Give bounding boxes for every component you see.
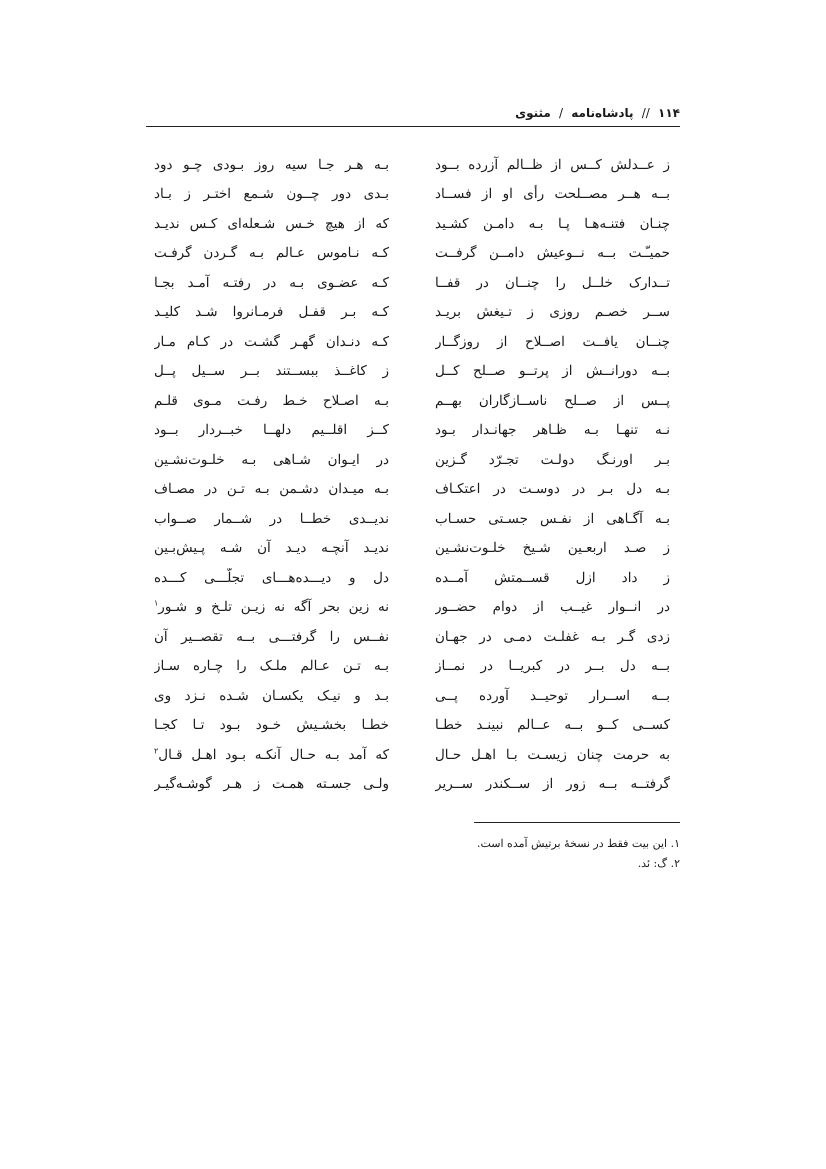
- hemistich-text: ز کاغــذ ببســتند بــر ســیل پــل: [154, 363, 389, 380]
- header-slash: /: [559, 106, 564, 120]
- verse-line: [146, 504, 680, 534]
- running-header: [146, 104, 680, 122]
- first-hemistich: [435, 656, 670, 676]
- first-hemistich: [435, 155, 670, 175]
- second-hemistich: [154, 155, 389, 175]
- hemistich-text: بـه تـن عـالم ملـک را چـاره سـاز: [154, 658, 389, 675]
- footnote-number: ۲.: [670, 857, 680, 870]
- hemistich-text: کســی کــو بــه عــالم نبینـد خطـا: [435, 717, 670, 734]
- second-hemistich: [154, 538, 389, 558]
- second-hemistich: [154, 214, 389, 234]
- hemistich-text: ســر خصـم روزی ز تـیغش بریـد: [435, 304, 670, 321]
- first-hemistich: [435, 774, 670, 794]
- verse-line: [146, 239, 680, 269]
- verse-line: [146, 622, 680, 652]
- book-title: پادشاه‌نامه: [571, 106, 634, 120]
- first-hemistich: [435, 597, 670, 617]
- second-hemistich: [154, 391, 389, 411]
- footnote-text: گ: ئد.: [637, 857, 668, 870]
- second-hemistich: [154, 184, 389, 204]
- hemistich-text: کـه دنـدان گهـر گشـت در کـام مـار: [154, 333, 389, 350]
- second-hemistich: [154, 302, 389, 322]
- first-hemistich: [435, 745, 670, 765]
- first-hemistich: [435, 391, 670, 411]
- verse-line: [146, 593, 680, 623]
- hemistich-text: به حرمت چنان زیسـت بـا اهـل حـال: [435, 746, 670, 763]
- verse-line: [146, 386, 680, 416]
- second-hemistich: [154, 332, 389, 352]
- poem-body: [146, 150, 680, 799]
- footnotes: [146, 834, 680, 874]
- second-hemistich: [154, 273, 389, 293]
- second-hemistich: [154, 420, 389, 440]
- first-hemistich: [435, 332, 670, 352]
- hemistich-text: کــز اقلــیم دلهــا خبــردار بــود: [154, 422, 389, 439]
- footnote-marker: ۱: [154, 598, 159, 608]
- second-hemistich: [154, 568, 389, 588]
- verse-line: [146, 652, 680, 682]
- hemistich-text: بـد و نیـک یکسـان شـده نـزد وی: [154, 687, 389, 704]
- first-hemistich: [435, 568, 670, 588]
- header-rule: [146, 126, 680, 127]
- verse-line: [146, 416, 680, 446]
- verse-line: [146, 357, 680, 387]
- verse-line: [146, 563, 680, 593]
- verse-line: [146, 740, 680, 770]
- hemistich-text: بـه آگـاهی از نفـس جسـتی حسـاب: [435, 510, 670, 527]
- hemistich-text: چنــان یافــت اصــلاح از روزگــار: [435, 333, 670, 350]
- first-hemistich: [435, 361, 670, 381]
- hemistich-text: کـه عضـوی بـه در رفتـه آمـد بجـا: [154, 274, 389, 291]
- verse-line: [146, 268, 680, 298]
- second-hemistich: [154, 479, 389, 499]
- hemistich-text: نه زین بحر آگه نه زیـن تلـخ و شـور: [158, 599, 389, 616]
- verse-line: [146, 770, 680, 800]
- second-hemistich: [154, 627, 389, 647]
- hemistich-text: بـدی دور چــون شـمع اختـر ز بـاد: [154, 186, 389, 203]
- second-hemistich: [154, 450, 389, 470]
- second-hemistich: [154, 656, 389, 676]
- header-separator: //: [641, 106, 650, 120]
- footnote: [146, 834, 680, 854]
- hemistich-text: پــس از صــلح ناســازگاران بهــم: [435, 392, 670, 409]
- second-hemistich: [154, 361, 389, 381]
- hemistich-text: بـه دل بـر در دوسـت در اعتکـاف: [435, 481, 670, 498]
- second-hemistich: [154, 774, 389, 794]
- page-number: ۱۱۴: [658, 106, 680, 120]
- hemistich-text: در ایـوان شـاهی بـه خلـوت‌نشـین: [154, 451, 389, 468]
- hemistich-text: بــه اســرار توحیــد آورده پــی: [435, 687, 670, 704]
- verse-line: [146, 681, 680, 711]
- hemistich-text: ولـی جسـته همـت ز هـر گوشـه‌گیـر: [154, 776, 389, 793]
- first-hemistich: [435, 627, 670, 647]
- hemistich-text: گرفتــه بــه زور از ســکندر ســریر: [435, 776, 670, 793]
- first-hemistich: [435, 243, 670, 263]
- first-hemistich: [435, 509, 670, 529]
- footnote: [146, 854, 680, 874]
- hemistich-text: چنـان فتنـه‌هـا پـا بـه دامـن کشـید: [435, 215, 670, 232]
- hemistich-text: حمیـّـت بــه نــوعیش دامــن گرفــت: [435, 245, 670, 262]
- second-hemistich: [154, 745, 389, 765]
- first-hemistich: [435, 450, 670, 470]
- verse-line: [146, 327, 680, 357]
- hemistich-text: کـه بـر قفـل فرمـانروا شـد کلیـد: [154, 304, 389, 321]
- hemistich-text: بـه اصـلاح خـط رفـت مـوی قلـم: [154, 392, 389, 409]
- hemistich-text: زدی گـر بـه غفلـت دمـی در جهـان: [435, 628, 670, 645]
- verse-line: [146, 150, 680, 180]
- hemistich-text: که از هیچ خـس شـعله‌ای کـس ندیـد: [154, 215, 389, 232]
- footnote-rule: [474, 822, 680, 823]
- hemistich-text: خطـا بخشـیش خـود بـود تـا کجـا: [154, 717, 389, 734]
- second-hemistich: [154, 597, 389, 617]
- hemistich-text: بـه میـدان دشـمن بـه تـن در مصـاف: [154, 481, 389, 498]
- first-hemistich: [435, 686, 670, 706]
- footnote-text: این بیت فقط در نسخهٔ برتیش آمده است.: [476, 837, 668, 850]
- first-hemistich: [435, 273, 670, 293]
- second-hemistich: [154, 243, 389, 263]
- first-hemistich: [435, 214, 670, 234]
- second-hemistich: [154, 715, 389, 735]
- hemistich-text: ندیــدی خطــا در شــمار صــواب: [154, 510, 389, 527]
- hemistich-text: که آمد بـه حـال آنکـه بـود اهـل قـال: [158, 746, 389, 763]
- hemistich-text: در انــوار غیــب از دوام حضــور: [435, 599, 670, 616]
- hemistich-text: ز عــدلش کــس از ظــالم آزرده بــود: [435, 156, 670, 173]
- second-hemistich: [154, 509, 389, 529]
- first-hemistich: [435, 538, 670, 558]
- hemistich-text: نفــس را گرفتـــی بــه تقصــیر آن: [154, 628, 389, 645]
- hemistich-text: کـه نـاموس عـالم بـه گـردن گرفـت: [154, 245, 389, 262]
- hemistich-text: بـر اورنـگ دولـت تجـرّد گـزین: [435, 451, 670, 468]
- verse-line: [146, 534, 680, 564]
- footnote-number: ۱.: [670, 837, 680, 850]
- verse-line: [146, 180, 680, 210]
- hemistich-text: بــه دورانــش از پرتــو صــلح کــل: [435, 363, 670, 380]
- section-title: مثنوی: [515, 106, 551, 120]
- verse-line: [146, 298, 680, 328]
- hemistich-text: ز داد ازل قســمتش آمــده: [435, 569, 670, 586]
- first-hemistich: [435, 715, 670, 735]
- verse-line: [146, 711, 680, 741]
- footnote-marker: ۲: [154, 746, 159, 756]
- first-hemistich: [435, 420, 670, 440]
- first-hemistich: [435, 479, 670, 499]
- hemistich-text: بـه هـر جـا سیه روز بـودی چـو دود: [154, 156, 389, 173]
- first-hemistich: [435, 184, 670, 204]
- first-hemistich: [435, 302, 670, 322]
- verse-line: [146, 445, 680, 475]
- verse-line: [146, 209, 680, 239]
- verse-line: [146, 475, 680, 505]
- hemistich-text: تــدارک خلــل را چنــان در قفــا: [435, 274, 670, 291]
- hemistich-text: دل و دیـــده‌هـــای تجلّـــی کـــده: [154, 569, 389, 586]
- hemistich-text: نـه تنهـا بـه ظـاهر جهانـدار بـود: [435, 422, 670, 439]
- hemistich-text: بــه دل بــر در کبریــا در نمــاز: [435, 658, 670, 675]
- hemistich-text: بــه هــر مصــلحت رأی او از فســاد: [435, 186, 670, 203]
- hemistich-text: ندیـد آنچـه دیـد آن شـه پـیش‌بـین: [154, 540, 389, 557]
- hemistich-text: ز صـد اربعـین شـیخ خلـوت‌نشـین: [435, 540, 670, 557]
- second-hemistich: [154, 686, 389, 706]
